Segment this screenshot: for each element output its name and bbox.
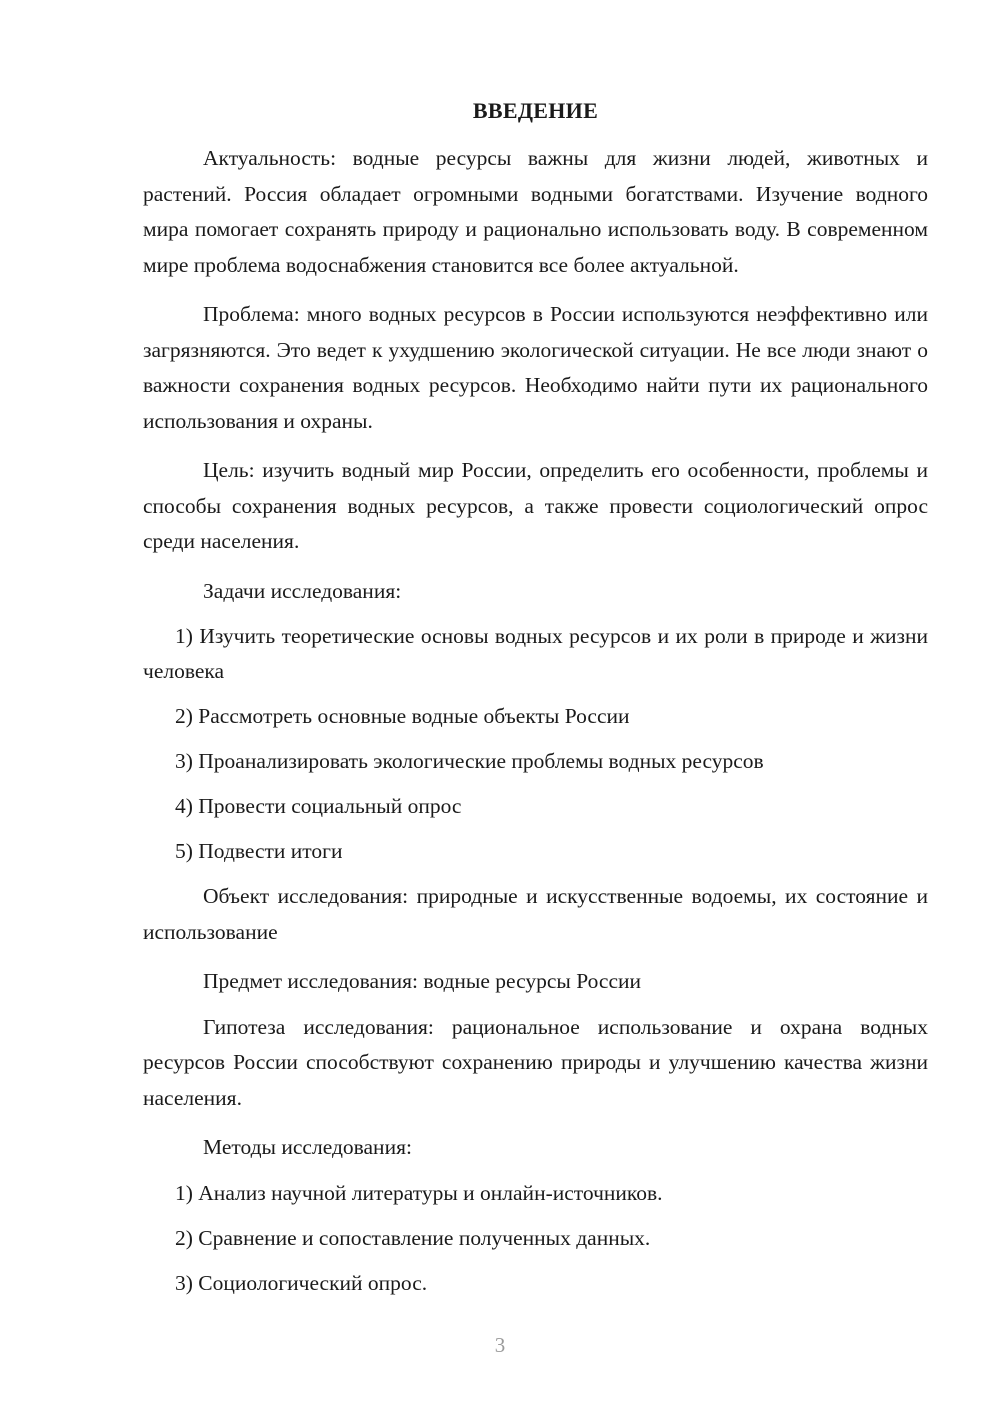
list-item: 3) Проанализировать экологические проблемы водных ресурсов (175, 749, 764, 773)
list-item: 2) Сравнение и сопоставление полученных данных. (175, 1225, 651, 1250)
paragraph-problem: Проблема: много водных ресурсов в России используются неэффективно или загрязняются. Это ведет к ухудшению экологической ситуации. Не все люди знают о важности сохранения водных ресурсов. Необходимо найти пути их рационального использования и охраны. (143, 302, 928, 433)
paragraph-subject: Предмет исследования: водные ресурсы России (203, 969, 642, 993)
paragraph-object: Объект исследования: природные и искусственные водоемы, их состояние и использование (143, 884, 928, 944)
paragraph-goal: Цель: изучить водный мир России, определить его особенности, проблемы и способы сохранения водных ресурсов, а также провести социологический опрос среди населения. (143, 458, 928, 553)
page-number: 3 (494, 1333, 506, 1357)
paragraph-relevance: Актуальность: водные ресурсы важны для жизни людей, животных и растений. Россия обладает огромными водными богатствами. Изучение водного мира помогает сохранять природу и рационально использовать воду. В современном мире проблема водоснабжения становится все более актуальной. (143, 146, 928, 277)
methods-list (143, 1176, 928, 1301)
methods-heading: Методы исследования: (203, 1135, 412, 1159)
list-item: 1) Анализ научной литературы и онлайн-источников. (175, 1180, 663, 1205)
list-item: 2) Рассмотреть основные водные объекты России (175, 704, 630, 728)
list-item: 5) Подвести итоги (175, 839, 343, 863)
list-item: 1) Изучить теоретические основы водных ресурсов и их роли в природе и жизни человека (143, 624, 928, 683)
tasks-list (143, 619, 928, 869)
page-title: ВВЕДЕНИЕ (472, 98, 599, 123)
list-item: 3) Социологический опрос. (175, 1270, 428, 1295)
paragraph-hypothesis: Гипотеза исследования: рациональное использование и охрана водных ресурсов России способствуют сохранению природы и улучшению качества жизни населения. (143, 1014, 928, 1110)
list-item: 4) Провести социальный опрос (175, 794, 462, 818)
page-content (143, 95, 928, 1311)
tasks-heading: Задачи исследования: (203, 578, 402, 603)
